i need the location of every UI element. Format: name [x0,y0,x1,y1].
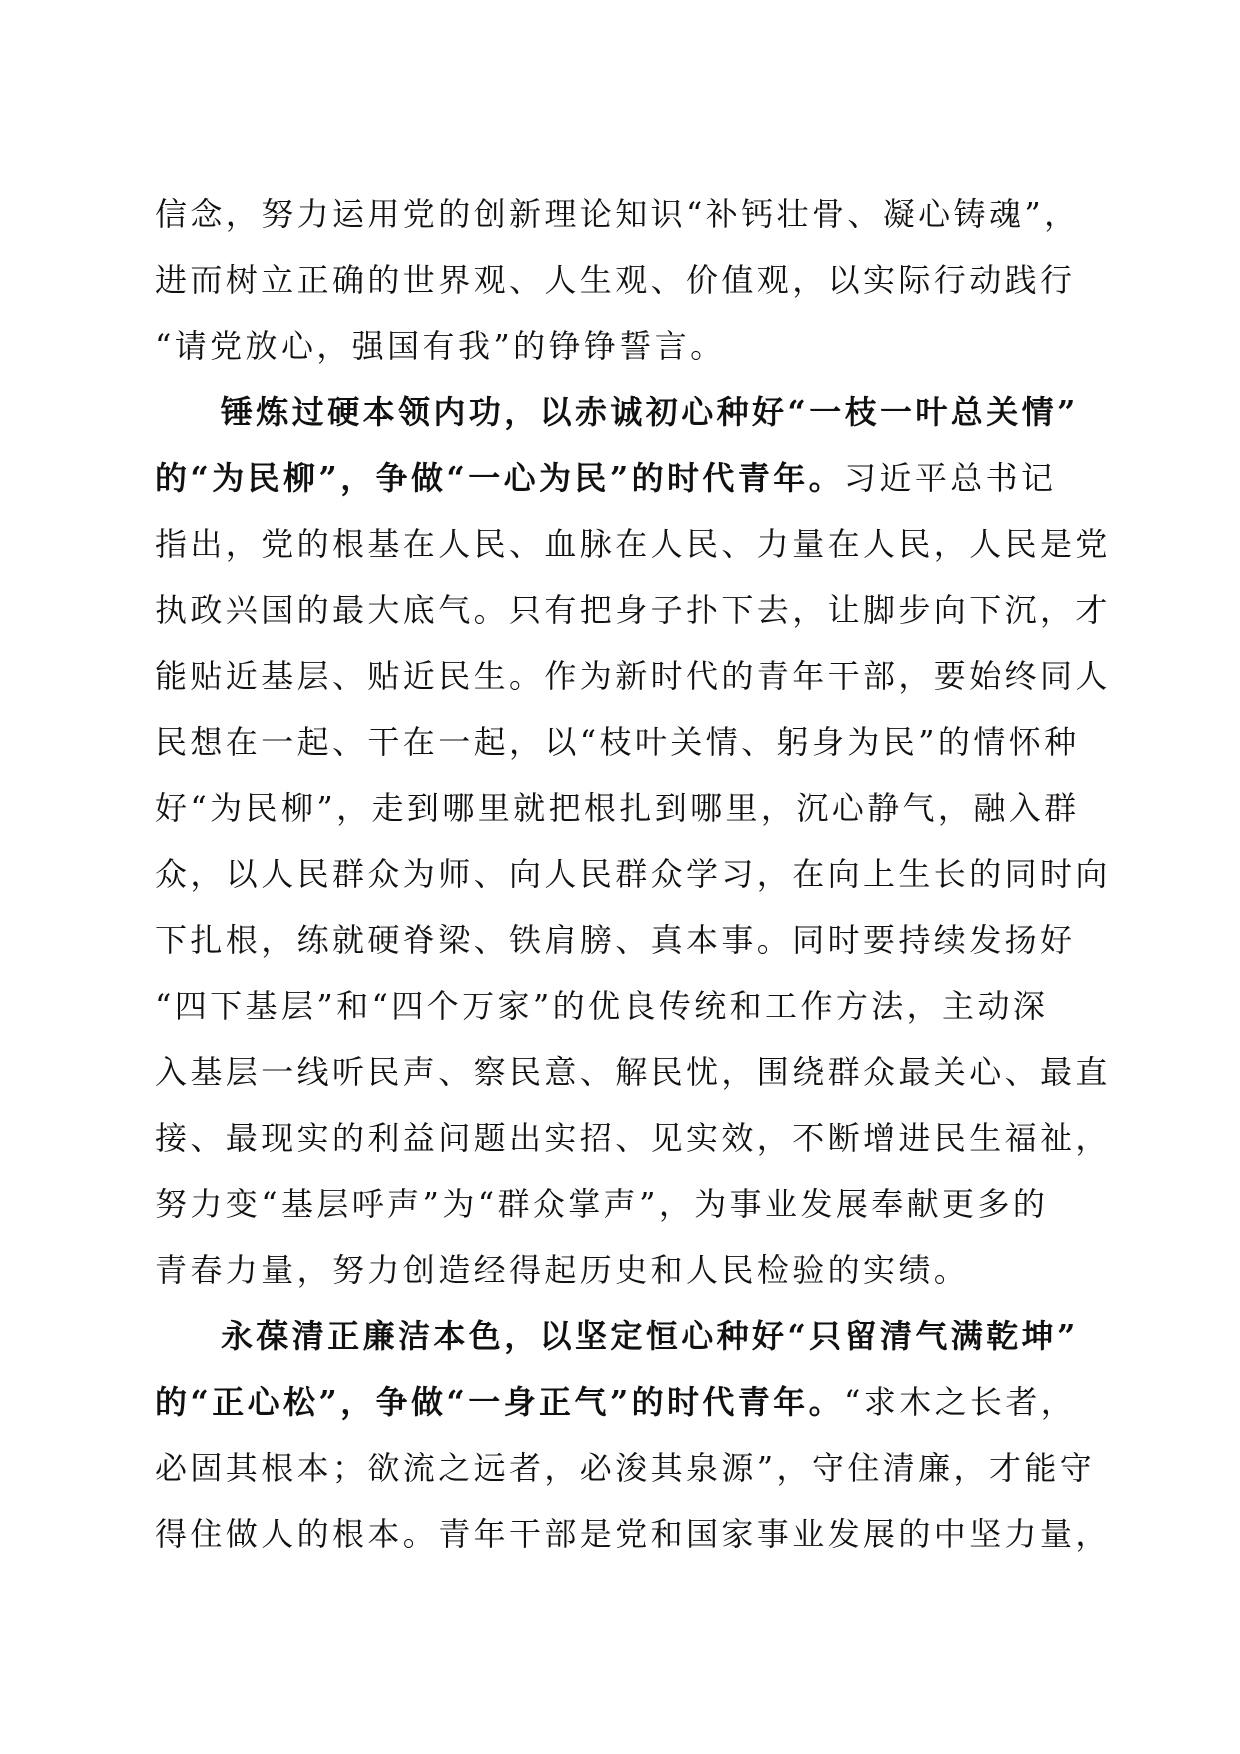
text-line: 能贴近基层、贴近民生。作为新时代的青年干部，要始终同人 [155,657,1111,695]
text-line: 入基层一线听民声、察民意、解民忧，围绕群众最关心、最直 [155,1053,1111,1091]
text-line: 进而树立正确的世界观、人生观、价值观，以实际行动践行 [155,261,1076,299]
paragraph-heading-continued: 的“为民柳”，争做“一心为民”的时代青年。 [155,459,845,497]
text-line: 民想在一起、干在一起，以“枝叶关情、躬身为民”的情怀种 [155,723,1080,761]
text-line: “请党放心，强国有我”的铮铮誓言。 [155,327,726,365]
text-line: 得住做人的根本。青年干部是党和国家事业发展的中坚力量， [155,1515,1111,1553]
text-line: 努力变“基层呼声”为“群众掌声”，为事业发展奉献更多的 [155,1185,1049,1223]
text-line: “四下基层”和“四个万家”的优良传统和工作方法，主动深 [155,987,1049,1025]
text-line: 青春力量，努力创造经得起历史和人民检验的实绩。 [155,1251,970,1289]
text-segment: “求木之长者， [844,1383,1077,1421]
text-segment: 习近平总书记 [844,459,1057,497]
document-body [155,181,1111,1567]
paragraph-heading: 锤炼过硬本领内功，以赤诚初心种好“一枝一叶总关情” [221,393,1079,431]
paragraph-heading: 永葆清正廉洁本色，以坚定恒心种好“只留清气满乾坤” [221,1317,1079,1355]
text-line: 指出，党的根基在人民、血脉在人民、力量在人民，人民是党 [155,525,1111,563]
text-line: 必固其根本；欲流之远者，必浚其泉源”，守住清廉，才能守 [155,1449,1096,1487]
text-line: 好“为民柳”，走到哪里就把根扎到哪里，沉心静气，融入群 [155,789,1080,827]
text-line [155,445,1085,511]
text-line: 执政兴国的最大底气。只有把身子扑下去，让脚步向下沉，才 [155,591,1111,629]
text-line: 信念，努力运用党的创新理论知识“补钙壮骨、凝心铸魂”， [155,195,1080,233]
text-line: 下扎根，练就硬脊梁、铁肩膀、真本事。同时要持续发扬好 [155,921,1076,959]
text-line: 众，以人民群众为师、向人民群众学习，在向上生长的同时向 [155,855,1111,893]
paragraph-heading-continued: 的“正心松”，争做“一身正气”的时代青年。 [155,1383,845,1421]
text-line [155,1369,1085,1435]
text-line: 接、最现实的利益问题出实招、见实效，不断增进民生福祉， [155,1119,1111,1157]
